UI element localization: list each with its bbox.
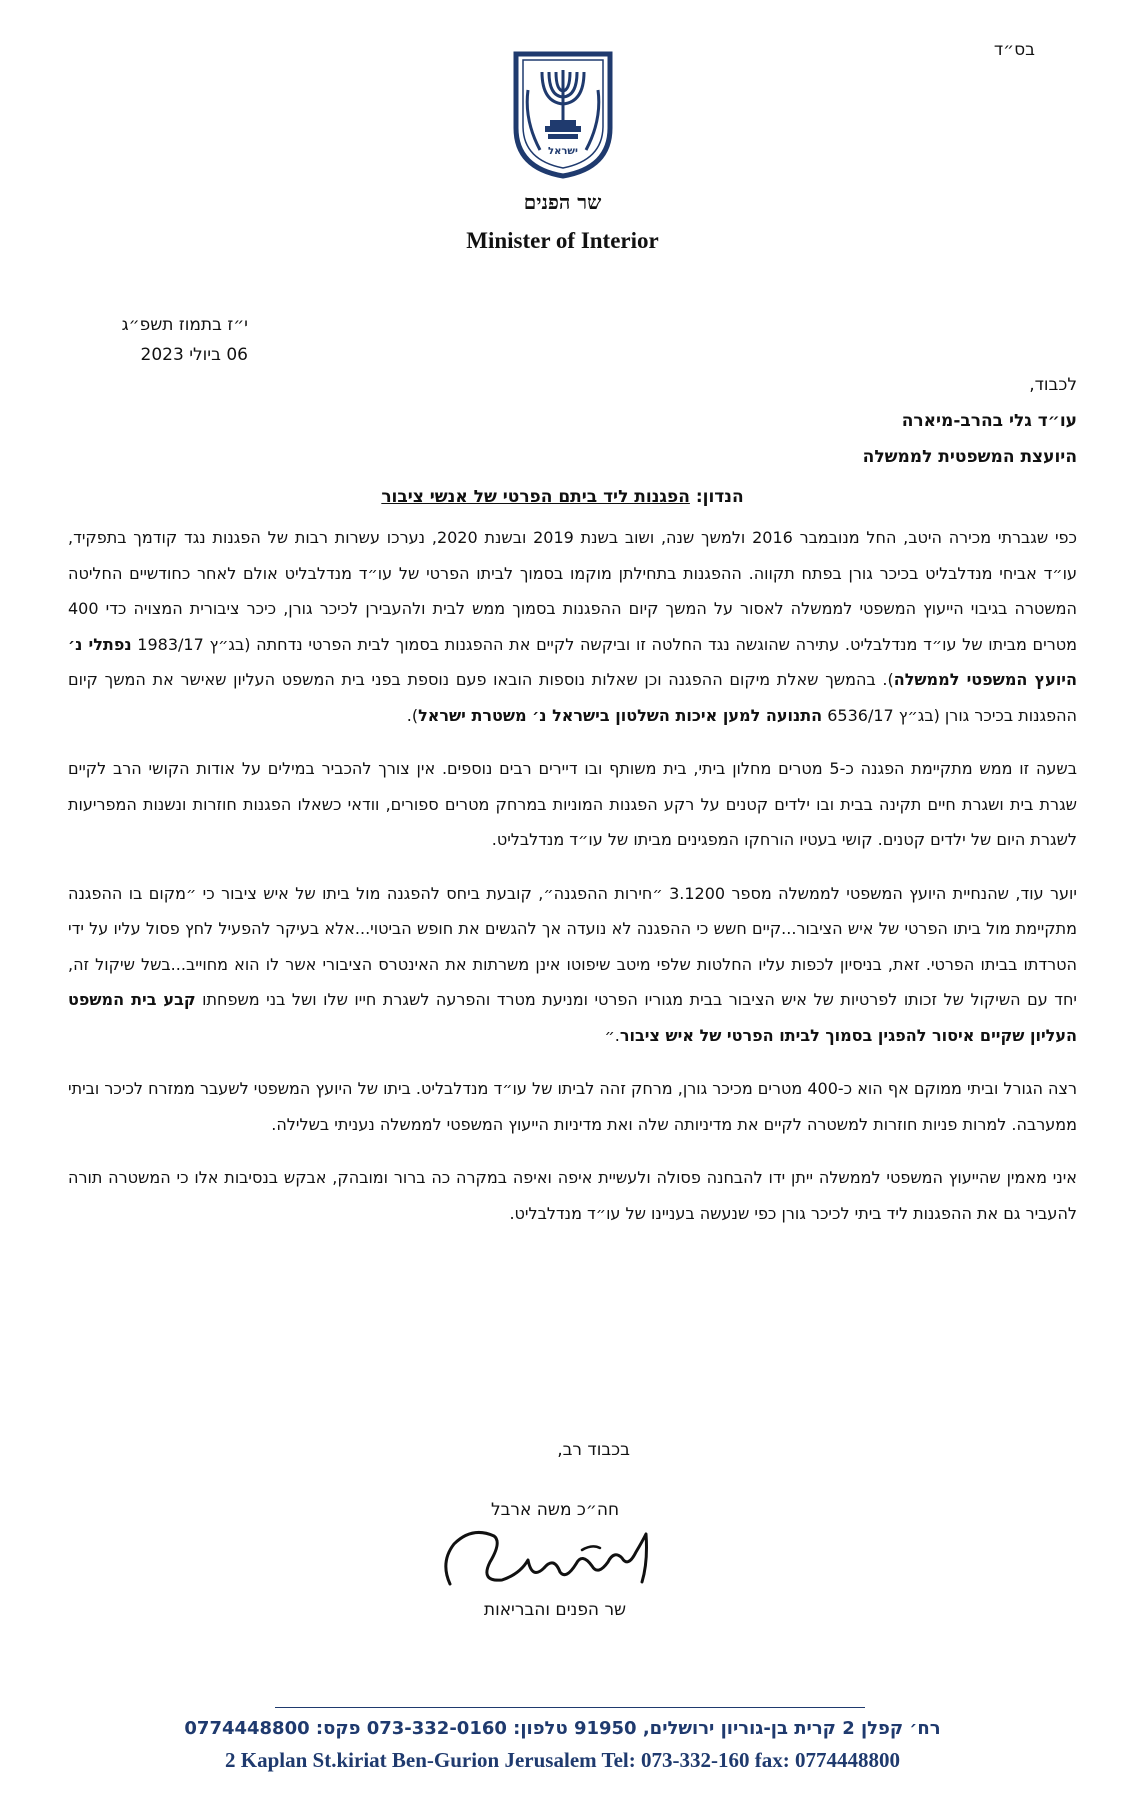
addressee-name: עו״ד גלי בהרב-מיארה [901,411,1077,431]
closing-regards: בכבוד רב, [557,1440,630,1460]
addressee-block [477,367,1077,475]
signature-image [432,1522,672,1602]
footer-address-english: 2 Kaplan St.kiriat Ben-Gurion Jerusalem Tel: 073-332-160 fax: 0774448800 [225,1748,900,1772]
date-block [68,310,248,370]
subject-text: הפגנות ליד ביתם הפרטי של אנשי ציבור [381,487,690,507]
paragraph-2: בשעה זו ממש מתקיימת הפגנה כ-5 מטרים מחלון ביתי, בית משותף ובו דיירים רבים נוספים. אין צורך להכביר במילים על אודות הקושי הרב לקיים שגרת בית ושגרת חיים תקינה בבית ובו ילדים קטנים על רקע הפגנות המוניות במרחק מטרים ספורים, וודאי כשאלו הפגנות חוזרות ונשנות המפריעות לשגרת היום של ילדים קטנים. קושי בעטיו הורחקו המפגינים מביתו של עו״ד מנדלבליט. [68,759,1078,849]
minister-title-hebrew: שר הפנים [523,190,602,214]
paragraph-1-text-e: ). [406,705,419,725]
signer-name: חה״כ משה ארבל [490,1500,620,1520]
emblem-text: ישראל [548,146,578,157]
paragraph-1-text-a: כפי שגברתי מכירה היטב, החל מנובמבר 2016 ולמשך שנה, ושוב בשנת 2019 ובשנת 2020, נערכו עשרות רבות של הפגנות נגד קודמך בתפקיד, עו״ד אביחי מנדלבליט בכיכר גורן בפתח תקווה. ההפגנות בתחילתן מוקמו בסמוך לביתו הפרטי של עו״ד מנדלבליט אולם לאחר כחודשיים החליטה המשטרה בגיבוי הייעוץ המשפטי לממשלה לאסור על המשך קיום ההפגנות בסמוך ממש לבית ולהעבירן לכיכר גורן, כיכר ציבורית המצויה כדי 400 מטרים מביתו של עו״ד מנדלבליט. עתירה שהוגשה נגד החלטה זו וביקשה לקיים את ההפגנות בסמוך לבית הפרטי נדחתה (בג״ץ 1983/17 [68,528,1078,654]
addressee-title: היועצת המשפטית לממשלה [862,447,1077,467]
salutation: לכבוד, [1029,375,1077,395]
footer-address-hebrew: רח׳ קפלן 2 קרית בן-גוריון ירושלים, 91950 טלפון: 073-332-0160 פקס: 0774448800 [184,1718,941,1739]
hebrew-date: י״ז בתמוז תשפ״ג [121,315,248,335]
case-name-2: התנועה למען איכות השלטון בישראל נ׳ משטרת ישראל [418,705,823,725]
menorah-emblem-icon [510,50,616,180]
paragraph-3-text-c: .״ [604,1025,620,1045]
bsd-mark: בס״ד [993,40,1035,60]
paragraph-4: רצה הגורל וביתי ממוקם אף הוא כ-400 מטרים מכיכר גורן, מרחק זהה לביתו של עו״ד מנדלבליט. ביתו של היועץ המשפטי לשעבר ממזרח לכיכר וביתי ממערבה. למרות פניות חוזרות למשטרה לקיים את מדיניותה שלה ואת מדיניות הייעוץ המשפטי לממשלה נעניתי בשלילה. [68,1079,1077,1134]
signer-title: שר הפנים והבריאות [483,1600,627,1620]
subject-label: הנדון: [695,487,744,507]
case-name-1: נפתלי נ׳ היועץ המשפטי לממשלה [68,634,1078,689]
paragraph-3 [68,876,1077,1054]
subject-line [0,487,1125,507]
paragraph-3-bold: קבע בית המשפט העליון שקיים איסור להפגין בסמוך לביתו הפרטי של איש ציבור [68,990,1077,1045]
paragraph-1-text-c: ). בהמשך שאלת מיקום ההפגנה וכן שאלות נוספות הובאו פעם נוספת בפני בית המשפט העליון שאישר את המשך קיום ההפגנות בכיכר גורן (בג״ץ 6536/17 [68,670,1077,725]
minister-title-english: Minister of Interior [466,228,659,253]
paragraph-1 [68,520,1077,733]
paragraph-5: איני מאמין שהייעוץ המשפטי לממשלה ייתן ידו להבחנה פסולה ולעשיית איפה ואיפה במקרה כה ברור ומובהק, אבקש בנסיבות אלו כי המשטרה תורה להעביר גם את ההפגנות ליד ביתי לכיכר גורן כפי שנעשה בעניינו של עו״ד מנדלבליט. [68,1168,1077,1223]
letter-body [68,520,1077,1249]
gregorian-date: 06 ביולי 2023 [140,345,248,365]
paragraph-3-text-a: יוער עוד, שהנחיית היועץ המשפטי לממשלה מספר 3.1200 ״חירות ההפגנה״, קובעת ביחס להפגנה מול ביתו של איש ציבור כי ״מקום בו ההפגנה מתקיימת מול ביתו הפרטי של איש הציבור...קיים חשש כי ההפגנה לא נועדה אך להגשים את חופש הביטוי...אלא בעיקר להפעיל לחץ פסול עליו על ידי הטרדתו בביתו הפרטי. זאת, בניסיון לכפות עליו החלטות שלפי מיטב שיפוטו אינן משרתות את האינטרס הציבורי אשר לו הוא מחוייב...בשל שיקול זה, יחד עם השיקול של זכותו לפרטיות של איש הציבור בבית מגוריו הפרטי ומניעת מטרד והפרעה לשגרת חייו שלו ושל בני משפחתו [68,883,1078,1009]
footer-divider [275,1707,865,1708]
